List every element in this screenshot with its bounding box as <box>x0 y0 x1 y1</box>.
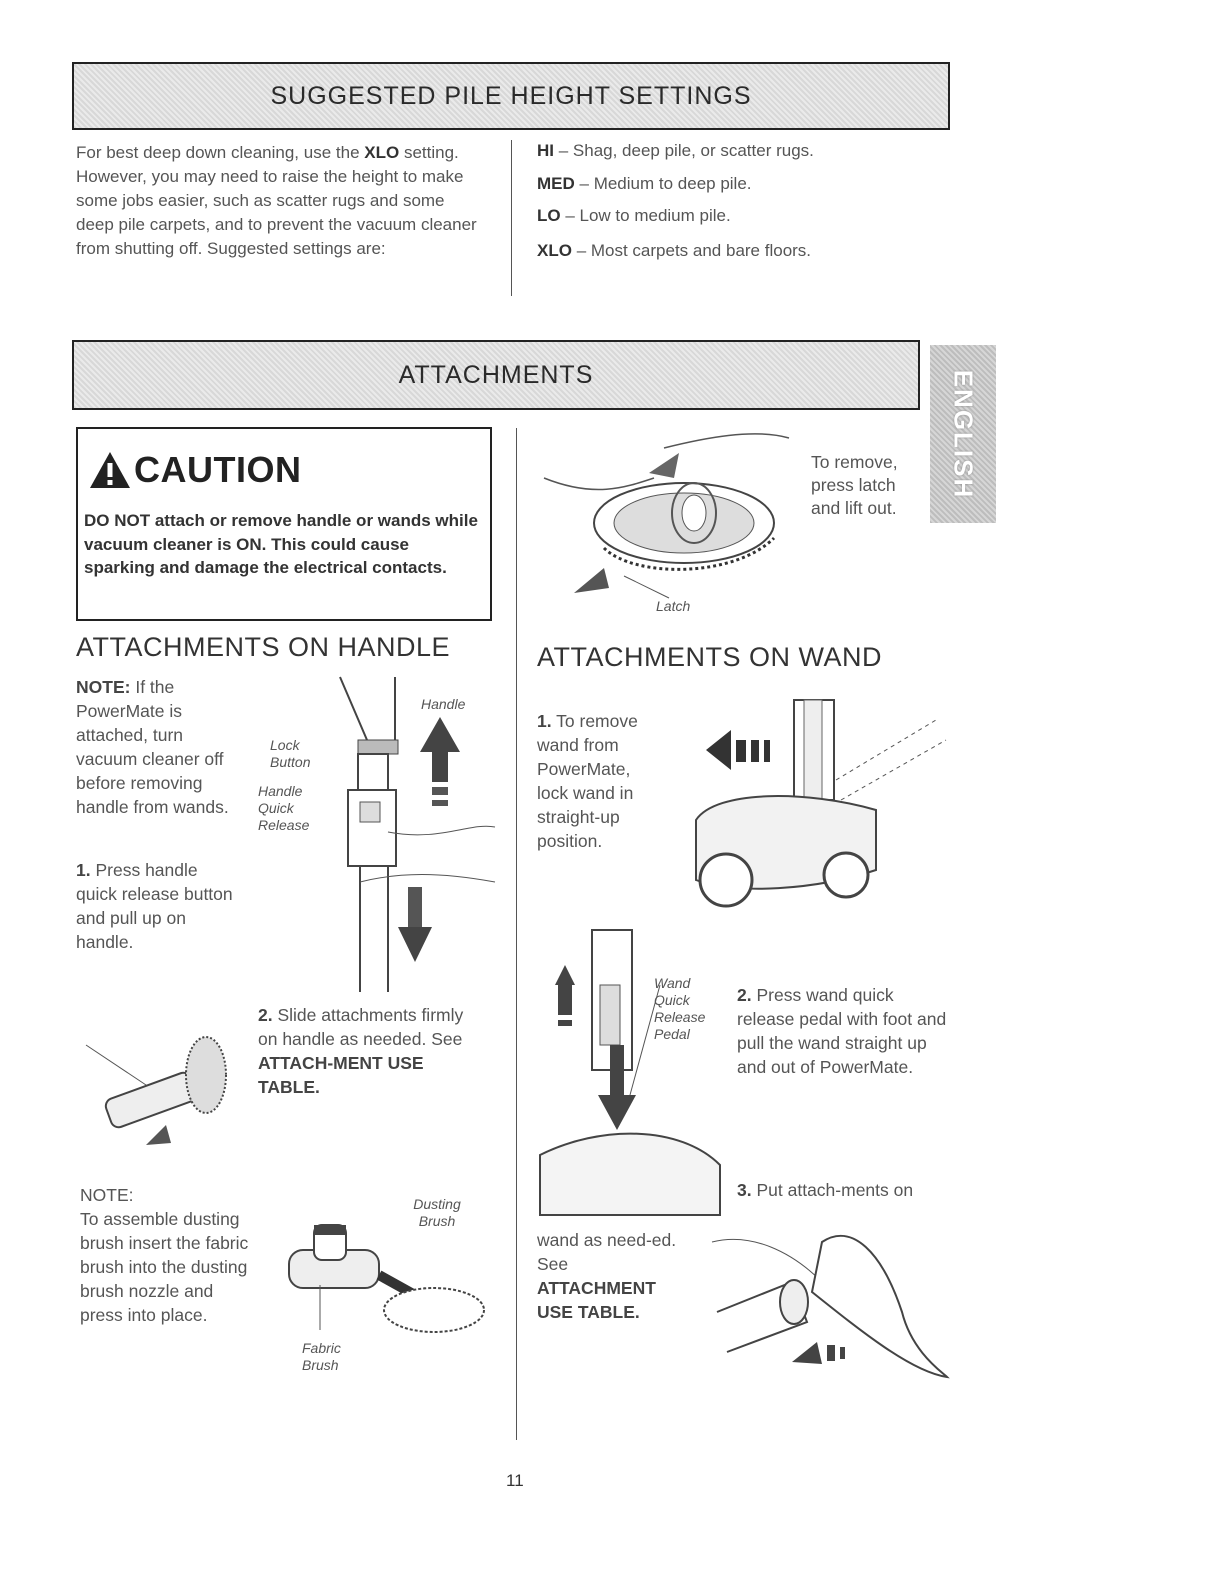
wand-pedal-illustration <box>540 925 730 1215</box>
caution-box <box>76 427 492 621</box>
handle-attachment-illustration <box>76 1025 251 1155</box>
handle-label: Handle <box>421 696 466 712</box>
attachments-title: ATTACHMENTS <box>398 360 594 389</box>
dusting-note: NOTE: To assemble dusting brush insert the fabric brush into the dusting brush nozzle and press into place. <box>80 1185 249 1325</box>
page-number: 11 <box>506 1471 524 1490</box>
wand-heading: ATTACHMENTS ON WAND <box>537 642 882 672</box>
attachments-banner <box>72 340 920 410</box>
pile-intro: For best deep down cleaning, use the XLO setting. However, you may need to raise the height to make some jobs easier, such as scatter rugs and some deep pile carpets, and to prevent the vacuum cleaner from shutting off. Suggested settings are: <box>76 143 477 258</box>
wand-step2: 2. Press wand quick release pedal with foot and pull the wand straight up and out of PowerMate. <box>737 985 947 1077</box>
english-side-tab <box>930 345 996 523</box>
pile-height-title: SUGGESTED PILE HEIGHT SETTINGS <box>270 81 752 110</box>
pile-divider <box>511 140 512 296</box>
handle-note: NOTE: If the PowerMate is attached, turn vacuum cleaner off before removing handle from wands. <box>76 677 229 817</box>
fabric-brush-label: Fabric Brush <box>302 1340 341 1373</box>
warning-icon <box>88 450 132 490</box>
handle-quick-release-label: Handle Quick Release <box>258 783 310 833</box>
wand-attachment-illustration <box>712 1222 952 1382</box>
dusting-brush-illustration <box>284 1225 484 1350</box>
caution-title: CAUTION <box>134 449 302 490</box>
lock-button-label: Lock Button <box>270 737 311 770</box>
handle-release-illustration <box>320 672 500 992</box>
wand-lock-illustration <box>676 700 956 910</box>
handle-step1: 1. Press handle quick release button and pull up on handle. <box>76 860 233 952</box>
wand-step3-b: wand as need-ed. See ATTACHMENT USE TABLE. <box>537 1230 677 1322</box>
powermate-latch-illustration <box>534 428 804 608</box>
handle-heading: ATTACHMENTS ON HANDLE <box>76 632 451 662</box>
setting-med: MED – Medium to deep pile. <box>537 174 752 193</box>
column-divider <box>516 428 517 1440</box>
caution-text: DO NOT attach or remove handle or wands while vacuum cleaner is ON. This could cause sparking and damage the electrical contacts. <box>84 511 478 577</box>
caution-header <box>88 449 302 491</box>
wand-step3-a: 3. Put attach-ments on <box>737 1180 914 1200</box>
remove-latch-text: To remove, press latch and lift out. <box>811 452 898 518</box>
dusting-brush-label: Dusting Brush <box>413 1196 461 1229</box>
setting-xlo: XLO – Most carpets and bare floors. <box>537 241 812 260</box>
latch-label: Latch <box>656 598 691 614</box>
english-tab-label: ENGLISH <box>948 369 979 499</box>
pile-settings-list <box>537 141 927 271</box>
handle-step2: 2. Slide attachments firmly on handle as needed. See ATTACH-MENT USE TABLE. <box>258 1005 464 1097</box>
wand-step1: 1. To remove wand from PowerMate, lock wand in straight-up position. <box>537 711 638 851</box>
wand-pedal-label: Wand Quick Release Pedal <box>654 975 706 1042</box>
setting-hi: HI – Shag, deep pile, or scatter rugs. <box>537 141 814 160</box>
setting-lo: LO – Low to medium pile. <box>537 206 731 225</box>
pile-height-banner <box>72 62 950 130</box>
